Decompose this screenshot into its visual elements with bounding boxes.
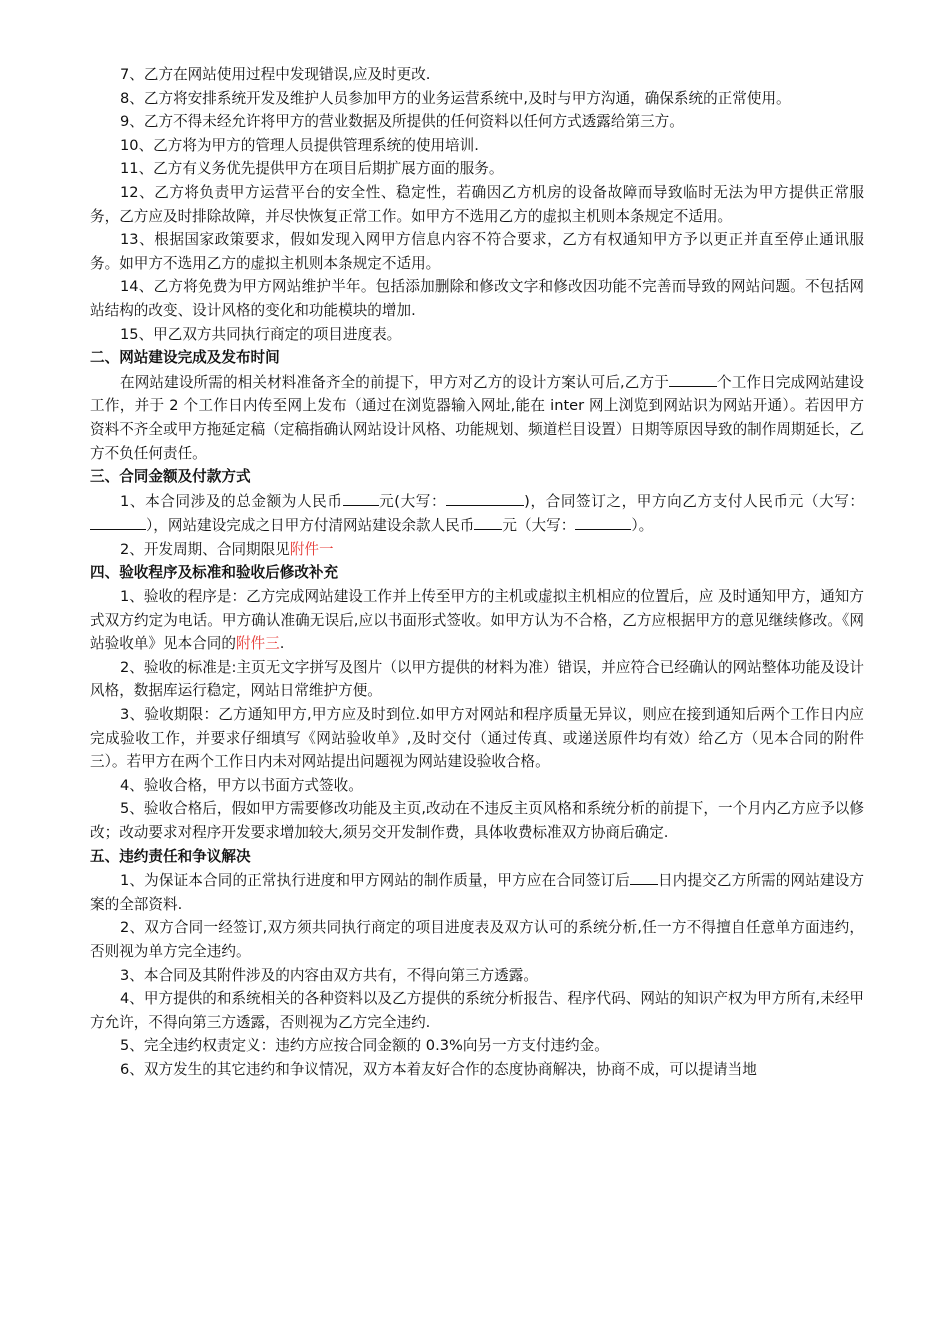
section-4-clause-2: 2、验收的标准是:主页无文字拼写及图片（以甲方提供的材料为准）错误，并应符合已经确认的网站整体功能及设计风格，数据库运行稳定，网站日常维护方便。	[90, 658, 864, 700]
clause-8: 8、乙方将安排系统开发及维护人员参加甲方的业务运营系统中,及时与甲方沟通，确保系统的正常使用。	[120, 89, 791, 107]
fill-blank-balance-amount[interactable]	[474, 513, 502, 530]
text-run: 在网站建设所需的相关材料准备齐全的前提下，甲方对乙方的设计方案认可后,乙方于	[120, 373, 669, 391]
fill-blank-submit-days[interactable]	[630, 868, 658, 885]
section-5-clause-4: 4、甲方提供的和系统相关的各种资料以及乙方提供的系统分析报告、程序代码、网站的知识产权为甲方所有,未经甲方允许，不得向第三方透露，否则视为乙方完全违约.	[90, 990, 864, 1031]
text-run: ），网站建设完成之日甲方付清网站建设余款人民币	[146, 517, 475, 535]
section-3-period-paragraph	[90, 538, 864, 562]
text-run: 元（大写：	[502, 517, 576, 535]
section-5-heading: 五、违约责任和争议解决	[90, 847, 251, 865]
section-4-clause-1	[90, 585, 864, 656]
clause-9: 9、乙方不得未经允许将甲方的营业数据及所提供的任何资料以任何方式透露给第三方。	[120, 113, 684, 131]
fill-blank-total-amount[interactable]	[343, 489, 379, 506]
text-run: 1、为保证本合同的正常执行进度和甲方网站的制作质量，甲方应在合同签订后	[120, 872, 630, 890]
fill-blank-total-words[interactable]	[446, 489, 524, 506]
text-run: .	[279, 635, 285, 653]
text-run: 日内提交乙方所需的网站建设方案的全部资料.	[90, 872, 864, 913]
section-2-heading: 二、网站建设完成及发布时间	[90, 349, 280, 367]
text-run: 元(大写：	[378, 492, 447, 510]
fill-blank-days[interactable]	[669, 370, 717, 387]
clause-7: 7、乙方在网站使用过程中发现错误,应及时更改.	[120, 66, 431, 83]
section-4-clause-5: 5、验收合格后，假如甲方需要修改功能及主页,改动在不违反主页风格和系统分析的前提下，一个月内乙方应予以修改；改动要求对程序开发要求增加较大,须另交开发制作费，具体收费标准双方协商后确定.	[90, 800, 864, 841]
appendix-3-link[interactable]: 附件三	[235, 635, 280, 653]
section-4-clause-4: 4、验收合格，甲方以书面方式签收。	[120, 776, 363, 794]
section-5-clause-1	[90, 868, 864, 916]
section-5-clause-5: 5、完全违约权责定义：违约方应按合同金额的 0.3%向另一方支付违约金。	[120, 1037, 609, 1055]
section-5-clause-3: 3、本合同及其附件涉及的内容由双方共有，不得向第三方透露。	[120, 966, 538, 984]
clause-15: 15、甲乙双方共同执行商定的项目进度表。	[120, 325, 402, 343]
text-run: 1、验收的程序是：乙方完成网站建设工作并上传至甲方的主机或虚拟主机相应的位置后，应 及时通知甲方，通知方式双方约定为电话。甲方确认准确无误后,应以书面形式签收。如甲方认为不合格，乙方应根据甲方的意见继续修改。《网站验收单》见本合同的	[90, 588, 865, 653]
text-run: 个工作日完成网站建设工作，并于 2 个工作日内传至网上发布（通过在浏览器输入网址,能在 inter 网上浏览到网站识为网站开通）。若因甲方资料不齐全或甲方拖延定稿（定稿指确认网站设计风格、功能规划、频道栏目设置）日期等原因导致的制作周期延长，乙方不负任何责任。	[90, 373, 864, 462]
text-run: )，合同签订之，甲方向乙方支付人民币元（大写：	[524, 492, 864, 510]
fill-blank-advance-words[interactable]	[90, 513, 146, 530]
fill-blank-balance-words[interactable]	[575, 513, 631, 530]
section-4-clause-3: 3、验收期限：乙方通知甲方,甲方应及时到位.如甲方对网站和程序质量无异议，则应在接到通知后两个工作日内应完成验收工作，并要求仔细填写《网站验收单》,及时交付（通过传真、或递送原件均有效）给乙方（见本合同的附件三）。若甲方在两个工作日内未对网站提出问题视为网站建设验收合格。	[90, 706, 864, 771]
section-2-paragraph	[90, 370, 864, 465]
clause-13: 13、根据国家政策要求，假如发现入网甲方信息内容不符合要求，乙方有权通知甲方予以更正并直至停止通讯服务。如甲方不选用乙方的虚拟主机则本条规定不适用。	[90, 231, 864, 272]
appendix-1-link[interactable]: 附件一	[289, 540, 334, 558]
section-5-clause-2: 2、双方合同一经签订,双方须共同执行商定的项目进度表及双方认可的系统分析,任一方不得擅自任意单方面违约，否则视为单方完全违约。	[90, 919, 864, 960]
clause-14: 14、乙方将免费为甲方网站维护半年。包括添加删除和修改文字和修改因功能不完善而导致的网站问题。不包括网站结构的改变、设计风格的变化和功能模块的增加.	[90, 278, 864, 319]
text-run: 1、本合同涉及的总金额为人民币	[120, 492, 343, 510]
section-3-heading: 三、合同金额及付款方式	[90, 468, 251, 486]
clause-11: 11、乙方有义务优先提供甲方在项目后期扩展方面的服务。	[120, 160, 504, 178]
clause-12: 12、乙方将负责甲方运营平台的安全性、稳定性，若确因乙方机房的设备故障而导致临时无法为甲方提供正常服务，乙方应及时排除故障，并尽快恢复正常工作。如甲方不选用乙方的虚拟主机则本条规定不适用。	[90, 183, 864, 225]
text-run: 2、开发周期、合同期限见	[120, 540, 290, 558]
section-3-payment-paragraph	[90, 489, 864, 538]
section-5-clause-6: 6、双方发生的其它违约和争议情况，双方本着友好合作的态度协商解决，协商不成，可以提请当地	[120, 1060, 757, 1078]
clause-10: 10、乙方将为甲方的管理人员提供管理系统的使用培训.	[120, 136, 479, 154]
text-run: ）。	[631, 517, 654, 535]
section-4-heading: 四、验收程序及标准和验收后修改补充	[90, 564, 339, 582]
